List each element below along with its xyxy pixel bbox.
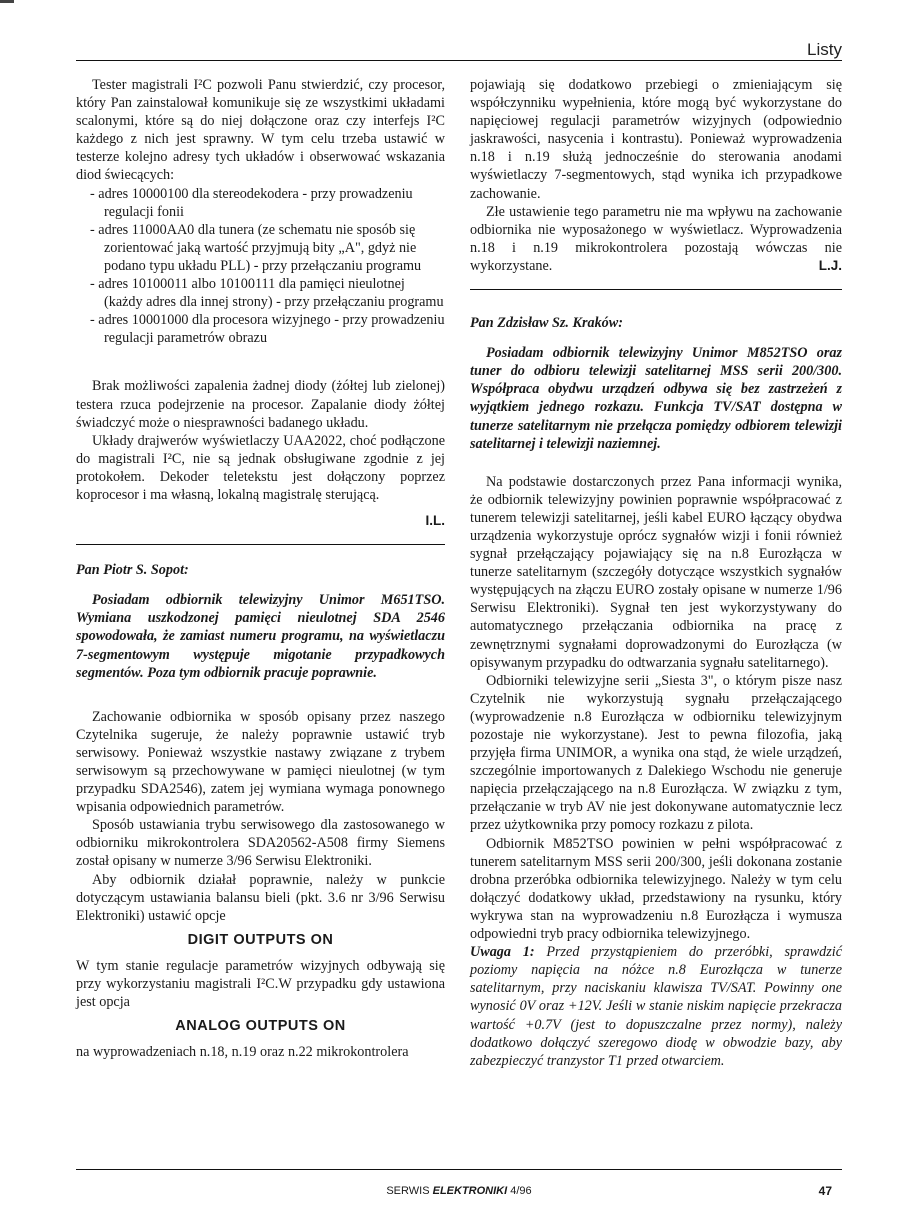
divider [76, 544, 445, 545]
reader-question: Posiadam odbiornik telewizyjny Unimor M852TSO oraz tuner do odbioru telewizji satelitarnej MSS serii 200/300. Współpraca obydwu urządzeń odbywa się bez zastrzeżeń z wyjątkiem jednego rozkazu. Funkcja TV/SAT dostępna w tunerze satelitarnym nie przełącza pomiędzy odbiorem telewizji satelitarnej i telewizji naziemnej. [470, 345, 842, 452]
paragraph: Tester magistrali I²C pozwoli Panu stwierdzić, czy procesor, który Pan zainstalował komunikuje się ze wszystkimi układami scalonymi, które są do niej dołączone oraz czy interfejs I²C każdego z nich jest sprawny. W tym celu trzeba ustawić w testerze kolejno adresy tych układów i obserwować wskazania diod świecących: [76, 77, 445, 184]
list-item: - adres 10100011 albo 10100111 dla pamięci nieulotnej (każdy adres dla innej strony) - przy przełączaniu programu [90, 276, 444, 311]
bottom-rule [76, 1169, 842, 1170]
paragraph: na wyprowadzeniach n.18, n.19 oraz n.22 mikrokontrolera [76, 1044, 409, 1061]
reader-question: Posiadam odbiornik telewizyjny Unimor M651TSO. Wymiana uszkodzonej pamięci nieulotnej SDA 2546 spowodowała, że zamiast numeru programu, na wyświetlaczu 7-segmentowym występuje migotanie przypadkowych segmentów. Poza tym odbiornik pracuje poprawnie. [76, 592, 445, 681]
paragraph: W tym stanie regulacje parametrów wizyjnych odbywają się przy wykorzystaniu magistrali I²C.W przypadku gdy ustawiona jest opcja [76, 957, 445, 1011]
footer-magazine [0, 1185, 918, 1197]
magazine-name: ELEKTRONIKI [432, 1185, 508, 1197]
paragraph: pojawiają się dodatkowo przebiegi o zmieniającym się współczynniku wypełnienia, które mogą być wykorzystane do napięciowej regulacji parametrów wizyjnych (odpowiednio jaskrawości, nasycenia i kontrastu). Ponieważ wyprowadzenia n.18 i n.19 służą jednocześnie do sterowania anodami wyświetlaczy 7-segmentowych, stąd wynika ich przypadkowe zachowanie. [470, 77, 842, 202]
option-heading: DIGIT OUTPUTS ON [187, 931, 334, 948]
page-number: 47 [818, 1184, 832, 1198]
list-item: - adres 10000100 dla stereodekodera - przy prowadzeniu regulacji fonii [90, 185, 413, 220]
option-heading: ANALOG OUTPUTS ON [175, 1018, 346, 1035]
paragraph: Zachowanie odbiornika w sposób opisany przez naszego Czytelnika sugeruje, że należy poprawnie ustawić tryb serwisowy. Ponieważ wszystkie nastawy związane z trybem serwisowym są przechowywane w pamięci nieulotnej (w tym przypadku SDA2546), zatem jej wymiana wymaga ponownego wpisania odpowiednich parametrów. [76, 708, 445, 816]
section-label: Listy [807, 40, 842, 59]
paragraph-text: Złe ustawienie tego parametru nie ma wpływu na zachowanie odbiornika nie wyposażonego w wyświetlacz. Wyprowadzenia n.18 i n.19 mikrokontrolera pozostają wówczas nie wykorzystane. [470, 203, 842, 274]
letter-author: Pan Piotr S. Sopot: [76, 562, 189, 579]
paragraph: Układy drajwerów wyświetlaczy UAA2022, choć podłączone do magistrali I²C, nie są jednak obsługiwane zgodnie z jej protokołem. Dekoder teletekstu jest dołączony poprzez koprocesor i ma własną, lokalną magistralę sterującą. [76, 432, 445, 503]
top-rule [76, 60, 842, 61]
paragraph [470, 203, 842, 275]
letter-author: Pan Zdzisław Sz. Kraków: [470, 315, 623, 332]
paragraph: Brak możliwości zapalenia żadnej diody (żółtej lub zielonej) testera rzuca podejrzenie na procesor. Zapalanie diody żółtej świadczyć może o niesprawności badanego układu. [76, 378, 445, 431]
right-column [470, 76, 842, 1070]
divider [470, 289, 842, 290]
list-item: - adres 10001000 dla procesora wizyjnego - przy prowadzeniu regulacji parametrów obrazu [90, 312, 445, 347]
paragraph: Odbiornik M852TSO powinien w pełni współpracować z tunerem satelitarnym MSS serii 200/300, jeśli dokonana zostanie drobna przeróbka odbiornika telewizyjnego. Należy w tym celu dołączyć dodatkowy układ, przedstawiony na rysunku, który wykrywa stan na wyprowadzeniu n.8 Eurozłącza i wymusza odpowiedni tryb pracy odbiornika telewizyjnego. [470, 835, 842, 943]
paragraph: Sposób ustawiania trybu serwisowego dla zastosowanego w odbiorniku mikrokontrolera SDA20562-A508 firmy Siemens został opisany w numerze 3/96 Serwisu Elektroniki. [76, 817, 445, 870]
left-column [76, 76, 445, 1061]
paragraph: Na podstawie dostarczonych przez Pana informacji wynika, że odbiornik telewizyjny powinien poprawnie współpracować z tunerem telewizji satelitarnej, jeśli kabel EURO łączący obydwa urządzenia wykorzystuje oprócz sygnałów wizji i fonii również sygnał przełączający pojawiający się na n.8 Eurozłącza w tunerze satelitarnym (szczegóły dotyczące wszystkich sygnałów występujących na złączu EURO zostały opisane w numerze 1/96 Serwisu Elektroniki). Sygnał ten jest wykorzystywany do automatycznego przełączania odbiornika na pracę z zewnętrznymi sygnałami doprowadzonymi do Eurozłącza (w opisywanym przypadku do odtwarzania sygnału satelitarnego). [470, 473, 842, 671]
paragraph: Odbiorniki telewizyjne serii „Siesta 3", o którym pisze nasz Czytelnik nie wykorzystują sygnału przełączającego (wyprowadzenie n.8 Eurozłącza w odbiorniku telewizyjnym pozostaje nie wykorzystane). Jest to pewna filozofia, jaką przyjęła firma UNIMOR, a wynika ona stąd, że wiele urządzeń, szczególnie importowanych z Dalekiego Wschodu nie generuje napięcia przełączającego na n.8 Eurozłącza. W związku z tym, przełączanie w tryb AV nie jest dokonywane automatycznie lecz przez użytkownika przy pomocy rozkazu z pilota. [470, 672, 842, 834]
signature: I.L. [425, 513, 445, 529]
paragraph: Aby odbiornik działał poprawnie, należy w punkcie dotyczącym ustawiania balansu bieli (pkt. 3.6 nr 3/96 Serwisu Elektroniki) ustawić opcje [76, 871, 445, 924]
issue-number: 4/96 [510, 1185, 532, 1197]
signature: L.J. [818, 257, 842, 273]
note-label: Uwaga 1: [470, 944, 535, 961]
page-corner-mark [0, 0, 14, 3]
note [470, 943, 842, 1070]
list-item: - adres 11000AA0 dla tunera (ze schematu nie sposób się zorientować jaką wartość przyjmują bity „A", gdyż nie podano typu układu PLL) - przy przełączaniu programu [90, 221, 422, 274]
address-list [76, 185, 445, 348]
note-text: Przed przystąpieniem do przeróbki, sprawdzić poziomy napięcia na nóżce n.8 Eurozłącza w tunerze satelitarnym, przy naciskaniu klawisza TV/SAT. Powinny one wynosić 0V oraz +12V. Jeśli w stanie niskim napięcie przekracza wartość +0.7V (jest to dopuszczalne przez normy), należy dodatkowo dołączyć szeregowo diodę w obwodzie bazy, aby zabezpieczyć tranzystor T1 przed otwarciem. [470, 944, 843, 1069]
magazine-prefix: SERWIS [386, 1185, 430, 1197]
